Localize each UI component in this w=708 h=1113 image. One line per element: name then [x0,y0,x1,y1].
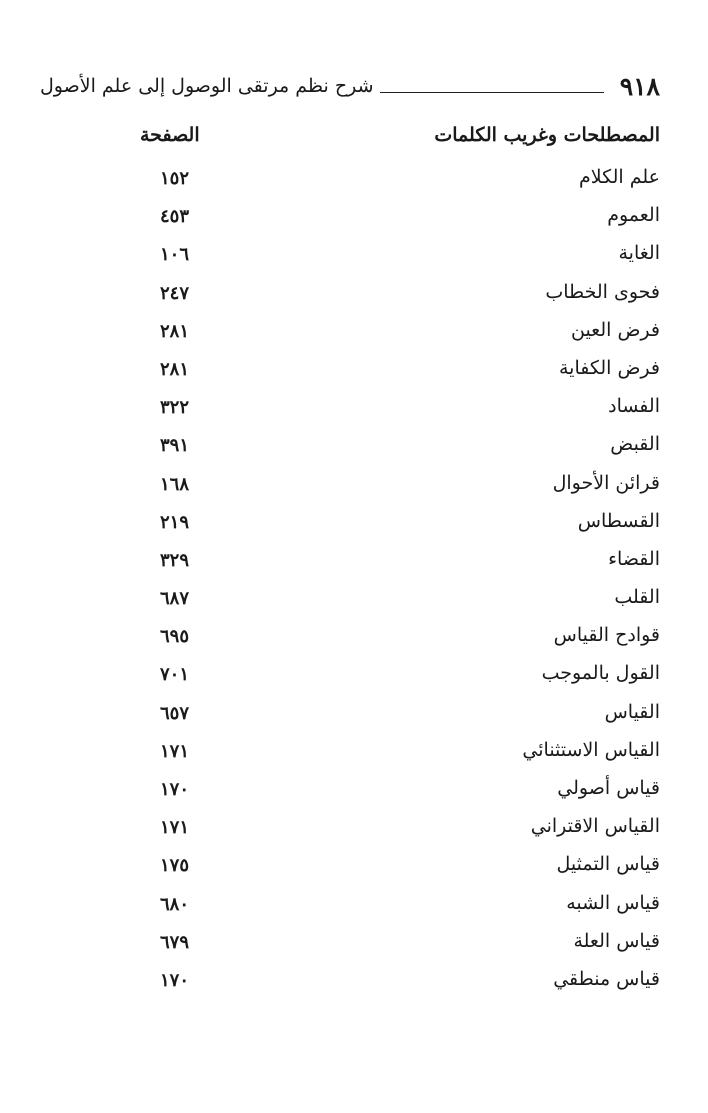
index-entry [0,468,708,506]
header-rule [380,92,604,93]
entry-page-number: ١٧٠ [160,969,190,991]
entry-page-number: ١٧١ [160,817,190,839]
index-entry [0,773,708,811]
index-entry [0,315,708,353]
entry-page-number: ٢٨١ [160,320,190,342]
entry-term: قياس أصولي [557,777,660,799]
book-title: شرح نظم مرتقى الوصول إلى علم الأصول [40,75,374,97]
entry-term: القبض [610,433,660,456]
entry-term: فحوى الخطاب [545,280,660,303]
entry-page-number: ١٥٢ [160,168,190,189]
entry-page-number: ٦٥٧ [160,702,190,724]
entry-term: القياس الاستثنائي [522,738,660,761]
index-entry [0,964,708,1002]
entry-page-number: ٦٨٧ [160,588,190,610]
index-entry [0,200,708,238]
entry-page-number: ٢٨١ [160,358,190,380]
entry-term: القياس الاقتراني [530,815,660,838]
index-entry [0,658,708,696]
index-entry [0,162,708,200]
index-entries [0,162,708,1002]
entry-term: القسطاس [577,509,660,532]
running-header [40,64,660,108]
entry-page-number: ٣٢٢ [160,397,190,419]
index-entry [0,849,708,887]
entry-term: قرائن الأحوال [552,471,660,494]
entry-page-number: ٦٧٩ [160,931,190,953]
index-entry [0,811,708,849]
entry-page-number: ١٧٠ [160,779,190,800]
index-entry [0,238,708,276]
entry-page-number: ١٧٥ [160,855,190,877]
index-entry [0,888,708,926]
index-entry [0,620,708,658]
index-entry [0,926,708,964]
entry-term: قوادح القياس [553,624,660,647]
page-column-header: الصفحة [140,124,200,146]
entry-page-number: ٦٩٥ [160,626,190,648]
page-number: ٩١٨ [619,71,660,101]
index-entry [0,582,708,620]
entry-term: القول بالموجب [541,662,660,685]
index-entry [0,506,708,544]
entry-term: علم الكلام [579,166,660,188]
entry-page-number: ٢٤٧ [160,282,190,304]
entry-page-number: ٣٩١ [160,435,190,457]
entry-term: فرض العين [570,318,660,341]
entry-term: الغاية [618,242,660,265]
entry-term: الفساد [608,395,660,418]
index-entry [0,735,708,773]
entry-page-number: ١٧١ [160,740,190,762]
index-entry [0,353,708,391]
terms-column-header: المصطلحات وغريب الكلمات [434,124,660,146]
index-entry [0,391,708,429]
entry-term: القياس [604,700,660,723]
entry-page-number: ٢١٩ [160,511,190,533]
index-entry [0,697,708,735]
index-entry [0,429,708,467]
entry-page-number: ١٦٨ [160,473,190,495]
entry-term: قياس منطقي [553,967,660,990]
entry-page-number: ٣٢٩ [160,549,190,571]
index-entry [0,544,708,582]
entry-term: قياس الشبه [566,891,660,914]
index-entry [0,277,708,315]
entry-term: فرض الكفاية [558,356,660,379]
entry-term: قياس التمثيل [556,853,660,876]
entry-term: العموم [607,204,660,227]
entry-page-number: ٧٠١ [160,664,190,686]
entry-term: القلب [614,586,660,609]
entry-term: القضاء [608,547,660,570]
entry-page-number: ٤٥٣ [160,206,190,228]
entry-page-number: ١٠٦ [160,244,190,266]
entry-page-number: ٦٨٠ [160,893,190,915]
entry-term: قياس العلة [573,929,660,952]
